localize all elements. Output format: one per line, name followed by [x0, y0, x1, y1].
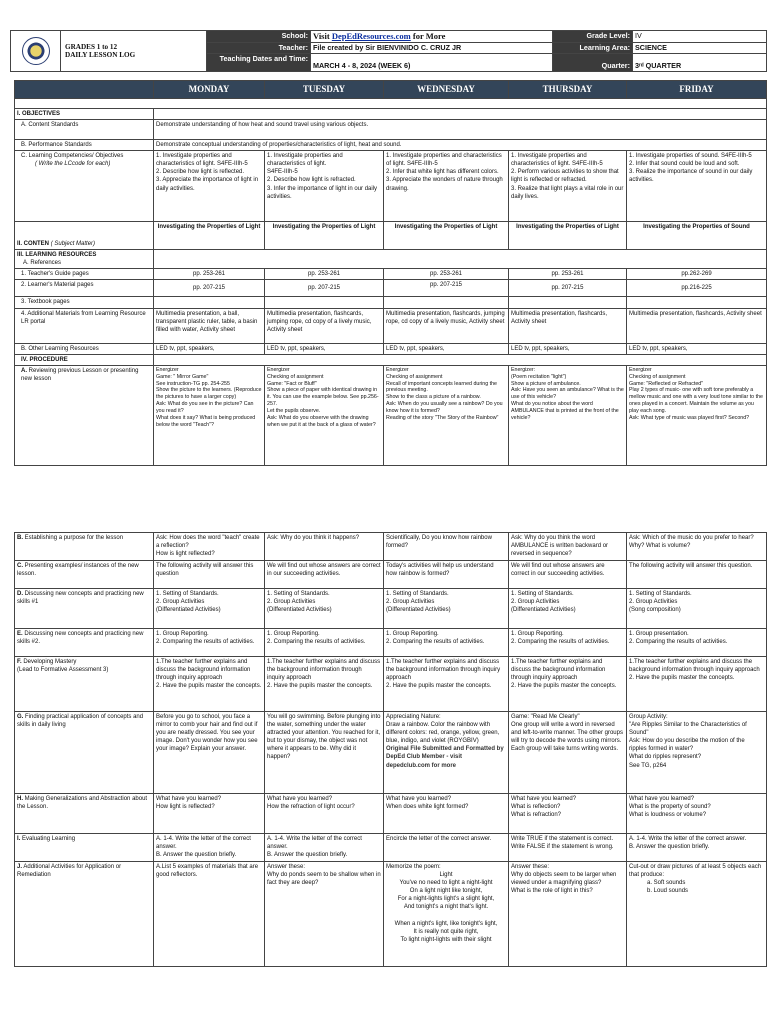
teacher-value: File created by Sir BIENVINIDO C. CRUZ JR [311, 42, 553, 54]
skills1-label [15, 589, 154, 629]
content-subject-label [15, 222, 154, 250]
learners-material-label: 2. Learner's Material pages [15, 280, 154, 297]
school-label: School: [207, 31, 311, 43]
review-wednesday: Energizer Checking of assignment Recall of important concepts learned during the previous meeting. Show to the class a picture of a rainbow. Ask: When do you usually see a rainbow? Do you know how it is formed? Reading of the story "The Story of the Rainbow" [384, 365, 509, 465]
day-header-thursday: THURSDAY [509, 81, 627, 99]
mastery-label [15, 657, 154, 712]
evaluating-thursday: Write TRUE if the statement is correct. Write FALSE if the statement is wrong. [509, 834, 627, 862]
teacher-label: Teacher: [207, 42, 311, 54]
skills1-friday: 1. Setting of Standards. 2. Group Activities (Song composition) [627, 589, 767, 629]
other-thursday: LED tv, ppt, speakers, [509, 343, 627, 354]
generalization-thursday: What have you learned? What is reflection? What is refraction? [509, 794, 627, 834]
review-monday: Energizer Game: " Mirror Game" See instruction-TG pp. 254-255 Show the picture to the learners. (Reproduce the pictures to have a larger copy) Ask: What do you see in the picture? Can you read it? What does it say? What is being produced below the word "Teach"? [154, 365, 265, 465]
spacer-row [15, 99, 767, 109]
depedresources-link[interactable]: DepEdResources.com [331, 31, 411, 41]
friday-instruction: Cut-out or draw pictures of at least 5 objects each that produce: [629, 864, 762, 879]
lesson-table-part2 [14, 532, 767, 967]
learning-area-value: SCIENCE [633, 42, 767, 54]
additional-wednesday [384, 862, 509, 967]
resources-blank [154, 250, 767, 269]
learning-resources-text: III. LEARNING RESOURCES [17, 252, 97, 259]
review-label [15, 365, 154, 465]
tb-friday [627, 297, 767, 308]
tg-friday: pp.262-269 [627, 269, 767, 280]
objectives-heading: I. OBJECTIVES [15, 109, 154, 120]
textbook-label: 3. Textbook pages [15, 297, 154, 308]
evaluating-friday: A. 1-4. Write the letter of the correct answer. B. Answer the question briefly. [627, 834, 767, 862]
topic-tuesday: Investigating the Properties of Light [265, 222, 384, 250]
learning-resources-heading [15, 250, 154, 269]
skills1-monday: 1. Setting of Standards. 2. Group Activities (Differentiated Activities) [154, 589, 265, 629]
competency-wednesday: 1. Investigate properties and characteristics of light. S4FE-IIIh-5 2. Infer that white light has different colors. 3. Appreciate the wonders of nature through drawing. [384, 151, 509, 222]
additional-friday [627, 862, 767, 967]
skills2-friday: 1. Group presentation. 2. Comparing the results of activities. [627, 629, 767, 657]
day-header-wednesday: WEDNESDAY [384, 81, 509, 99]
memorize-instruction: Memorize the poem: [386, 864, 441, 870]
lm-tuesday: pp. 207-215 [265, 280, 384, 297]
lm-friday: pp.216-225 [627, 280, 767, 297]
examples-monday: The following activity will answer this question [154, 561, 265, 589]
application-letter: G. [17, 714, 24, 720]
document-title [61, 31, 207, 72]
competency-monday: 1. Investigate properties and characteristics of light. S4FE-IIIh-5 2. Describe how light is reflected. 3. Appreciate the importance of light in daily activities. [154, 151, 265, 222]
add-monday: Multimedia presentation, a ball, transparent plastic ruler, table, a basin filled with water, Activity sheet [154, 308, 265, 343]
skills1-tuesday: 1. Setting of Standards. 2. Group Activities (Differentiated Activities) [265, 589, 384, 629]
school-prefix: Visit [313, 31, 332, 41]
content-standards-label [15, 120, 154, 140]
other-tuesday: LED tv, ppt, speakers, [265, 343, 384, 354]
teachers-guide-label: 1. Teacher's Guide pages [15, 269, 154, 280]
day-header-tuesday: TUESDAY [265, 81, 384, 99]
references-label: A. References [23, 260, 62, 267]
purpose-monday: Ask: How does the word "teach" create a reflection? How is light reflected? [154, 533, 265, 561]
other-friday: LED tv, ppt, speakers, [627, 343, 767, 354]
school-suffix: for More [410, 31, 446, 41]
application-thursday: Game: "Read Me Clearly" One group will write a word in reversed and left-to-write manner. The other groups will try to decode the words using mirrors. Each group will take turns writing words. [509, 712, 627, 794]
application-text: Finding practical application of concepts and skills in daily living [17, 714, 144, 729]
poem-title: Light [439, 872, 453, 879]
topic-thursday: Investigating the Properties of Light [509, 222, 627, 250]
purpose-friday: Ask: Which of the music do you prefer to hear? Why? What is volume? [627, 533, 767, 561]
mastery-monday: 1.The teacher further explains and discuss the background information through inquiry approach 2. Have the pupils master the concepts. [154, 657, 265, 712]
title-line1: GRADES 1 to 12 [65, 42, 118, 51]
additional-materials-label: 4. Additional Materials from Learning Resource LR portal [15, 308, 154, 343]
application-friday: Group Activity: "Are Ripples Similar to the Characteristics of Sound" Ask: How do you describe the motion of the ripples formed in water? What do ripples represent? See TG, p264 [627, 712, 767, 794]
skills1-thursday: 1. Setting of Standards. 2. Group Activities (Differentiated Activities) [509, 589, 627, 629]
application-tuesday: You will go swimming. Before plunging into the water, something under the water attracted your attention. You reached for it, but to your dismay, the object was not where it appears to be. Why did it happen? [265, 712, 384, 794]
mastery-thursday: 1.The teacher further explains and discuss the background information through inquiry approach 2. Have the pupils master the concepts. [509, 657, 627, 712]
application-wednesday-text: Appreciating Nature: Draw a rainbow. Color the rainbow with different colors: red, orange, yellow, green, blue, indigo, and violet (ROYGBIV) [386, 714, 500, 745]
skills1-text: Discussing new concepts and practicing new skills #1 [17, 591, 144, 606]
review-letter: A. [21, 367, 27, 374]
quarter-label: Quarter: [553, 54, 633, 72]
examples-friday: The following activity will answer this question. [627, 561, 767, 589]
add-friday: Multimedia presentation, flashcards, Activity sheet [627, 308, 767, 343]
objectives-blank [154, 109, 767, 120]
day-header-friday: FRIDAY [627, 81, 767, 99]
add-tuesday: Multimedia presentation, flashcards, jumping rope, cd copy of a lively music, Activity sheet [265, 308, 384, 343]
tg-monday: pp. 253-261 [154, 269, 265, 280]
generalization-text: Making Generalizations and Abstraction about the Lesson. [17, 796, 148, 811]
purpose-wednesday: Scientifically, Do you know how rainbow formed? [384, 533, 509, 561]
evaluating-wednesday: Encircle the letter of the correct answer. [384, 834, 509, 862]
lm-wednesday: pp. 207-215 [384, 280, 509, 297]
competency-friday: 1. Investigate properties of sound. S4FE-IIIh-5 2. Infer that sound could be loud and soft. 3. Realize the importance of sound in our daily activities. [627, 151, 767, 222]
purpose-thursday: Ask: Why do you think the word AMBULANCE is written backward or reversed in sequence? [509, 533, 627, 561]
application-label [15, 712, 154, 794]
generalization-letter: H. [17, 796, 23, 802]
generalization-tuesday: What have you learned? How the refraction of light occur? [265, 794, 384, 834]
evaluating-text: Evaluating Learning [22, 836, 76, 842]
poem-text: You've no need to light a night-light On a light night like tonight, For a night-lights light's a slight light, And tonight's a night that's light. When a night's light, like tonight's light, It is really not quite right, To light night-lights with their slight [394, 880, 498, 943]
content-subject-note: ( Subject Matter) [50, 241, 96, 248]
content-subject-text: II. CONTEN [17, 241, 50, 248]
skills1-wednesday: 1. Setting of Standards. 2. Group Activities (Differentiated Activities) [384, 589, 509, 629]
generalization-monday: What have you learned? How light is reflected? [154, 794, 265, 834]
evaluating-label [15, 834, 154, 862]
other-wednesday: LED tv, ppt, speakers, [384, 343, 509, 354]
skills2-letter: E. [17, 631, 23, 637]
review-tuesday: Energizer Checking of assignment Game: "Fact or Bluff" Show a piece of paper with identical drawing in it. You can use the example below. See pp.256-257. Let the pupils observe. Ask: What do you observe with the drawing when we put it at the back of a glass of water? [265, 365, 384, 465]
additional-monday: A.List 5 examples of materials that are good reflectors. [154, 862, 265, 967]
lm-thursday: pp. 207-215 [509, 280, 627, 297]
tb-thursday [509, 297, 627, 308]
examples-letter: C. [17, 563, 23, 569]
learning-area-label: Learning Area: [553, 42, 633, 54]
additional-tuesday: Answer these: Why do ponds seem to be shallow when in fact they are deep? [265, 862, 384, 967]
competencies-label [15, 151, 154, 222]
lesson-table-part1 [14, 80, 767, 466]
friday-item-soft: a. Soft sounds [647, 880, 686, 887]
skills2-tuesday: 1. Group Reporting. 2. Comparing the results of activities. [265, 629, 384, 657]
evaluating-tuesday: A. 1-4. Write the letter of the correct answer. B. Answer the question briefly. [265, 834, 384, 862]
content-standards-value: Demonstrate understanding of how heat and sound travel using various objects. [154, 120, 767, 140]
mastery-wednesday: 1.The teacher further explains and discuss the background information through inquiry approach 2. Have the pupils master the concepts. [384, 657, 509, 712]
skills2-monday: 1. Group Reporting. 2. Comparing the results of activities. [154, 629, 265, 657]
review-thursday: Energizer: (Poem recitation "light") Show a picture of ambulance. Ask: Have you seen an ambulance? What is the use of this vehicle? What do you notice about the word AMBULANCE that is printed at the front of the vehicle? [509, 365, 627, 465]
grade-level-label: Grade Level: [553, 31, 633, 43]
competency-thursday: 1. Investigate properties and characteristics of light. S4FE-IIIh-5 2. Perform various activities to show that light is reflected or refracted. 3. Realize that light plays a vital role in our daily lives. [509, 151, 627, 222]
add-thursday: Multimedia presentation, flashcards, Activity sheet [509, 308, 627, 343]
generalization-wednesday: What have you learned? When does white light formed? [384, 794, 509, 834]
mastery-friday: 1.The teacher further explains and discuss the background information through inquiry approach 2. Have the pupils master the concepts. [627, 657, 767, 712]
purpose-letter: B. [17, 535, 23, 541]
school-value [311, 31, 553, 43]
procedure-heading: IV. PROCEDURE [15, 354, 154, 365]
content-standards-text: A. Content Standards [21, 122, 79, 129]
tb-tuesday [265, 297, 384, 308]
topic-friday: Investigating the Properties of Sound [627, 222, 767, 250]
additional-activities-label [15, 862, 154, 967]
application-monday: Before you go to school, you face a mirror to comb your hair and find out if you are neatly dressed. You see your image. Don't you wonder how you see your image? Explain your answer. [154, 712, 265, 794]
day-header-monday: MONDAY [154, 81, 265, 99]
competencies-text: C. Learning Competencies/ Objectives [21, 153, 124, 160]
skills2-label [15, 629, 154, 657]
skills2-text: Discussing new concepts and practicing new skills #2. [17, 631, 144, 646]
tg-wednesday: pp. 253-261 [384, 269, 509, 280]
competencies-note: ( Write the LCcode for each) [35, 161, 111, 168]
evaluating-monday: A. 1-4. Write the letter of the correct answer. B. Answer the question briefly. [154, 834, 265, 862]
additional-activities-text: Additional Activities for Application or Remediation [17, 864, 122, 879]
additional-activities-letter: J. [17, 864, 23, 870]
purpose-tuesday: Ask: Why do you think it happens? [265, 533, 384, 561]
examples-tuesday: We will find out whose answers are correct in our succeeding activities. [265, 561, 384, 589]
quarter-value: 3ʳᵈ QUARTER [633, 54, 767, 72]
skills1-letter: D. [17, 591, 23, 597]
generalization-label [15, 794, 154, 834]
examples-label [15, 561, 154, 589]
tb-wednesday [384, 297, 509, 308]
depedclub-note: Original File Submitted and Formatted by DepEd Club Member - visit depedclub.com for more [386, 746, 504, 769]
procedure-blank [154, 354, 767, 365]
performance-standards-value: Demonstrate conceptual understanding of properties/characteristics of light, heat and sound. [154, 140, 767, 151]
title-line2: DAILY LESSON LOG [65, 51, 136, 60]
additional-thursday: Answer these: Why do objects seem to be larger when viewed under a magnifying glass? What is the role of light in this? [509, 862, 627, 967]
grade-level-value: IV [633, 31, 767, 43]
lm-monday: pp. 207-215 [154, 280, 265, 297]
review-text: Reviewing previous Lesson or presenting new lesson [21, 367, 139, 382]
examples-thursday: We will find out whose answers are correct in our succeeding activities. [509, 561, 627, 589]
deped-seal-icon [11, 31, 61, 72]
mastery-letter: F. [17, 659, 22, 665]
generalization-friday: What have you learned? What is the property of sound? What is loudness or volume? [627, 794, 767, 834]
examples-wednesday: Today's activities will help us understand how rainbow is formed? [384, 561, 509, 589]
purpose-label [15, 533, 154, 561]
tb-monday [154, 297, 265, 308]
friday-item-loud: b. Loud sounds [647, 888, 689, 895]
add-wednesday: Multimedia presentation, flashcards, jumping rope, cd copy of a lively music, Activity sheet [384, 308, 509, 343]
day-header-blank [15, 81, 154, 99]
application-wednesday [384, 712, 509, 794]
tg-tuesday: pp. 253-261 [265, 269, 384, 280]
header-table [10, 30, 767, 72]
topic-monday: Investigating the Properties of Light [154, 222, 265, 250]
tg-thursday: pp. 253-261 [509, 269, 627, 280]
competency-tuesday: 1. Investigate properties and characteristics of light. S4FE-IIIh-5 2. Describe how light is refracted. 3. Infer the importance of light in our daily activities. [265, 151, 384, 222]
performance-standards-label: B. Performance Standards [15, 140, 154, 151]
other-resources-label: B. Other Learning Resources [15, 343, 154, 354]
teaching-dates-value: MARCH 4 - 8, 2024 (WEEK 6) [311, 54, 553, 72]
skills2-wednesday: 1. Group Reporting. 2. Comparing the results of activities. [384, 629, 509, 657]
mastery-text: Developing Mastery (Lead to Formative Assessment 3) [17, 659, 109, 674]
other-monday: LED tv, ppt, speakers, [154, 343, 265, 354]
evaluating-letter: I. [17, 836, 21, 842]
examples-text: Presenting examples/ instances of the new lesson. [17, 563, 139, 578]
skills2-thursday: 1. Group Reporting. 2. Comparing the results of activities. [509, 629, 627, 657]
topic-wednesday: Investigating the Properties of Light [384, 222, 509, 250]
purpose-text: Establishing a purpose for the lesson [24, 535, 124, 541]
review-friday: Energizer Checking of assignment Game: "Reflected or Refracted" Play 2 types of music- one with soft tone preferably a mellow music and one with a very loud tone similar to the ones played in a concert. Maintain the volume as you play each song. Ask: What type of music was played first? Second? [627, 365, 767, 465]
mastery-tuesday: 1.The teacher further explains and discuss the background information through inquiry approach 2. Have the pupils master the concepts. [265, 657, 384, 712]
teaching-dates-label: Teaching Dates and Time: [207, 54, 311, 72]
